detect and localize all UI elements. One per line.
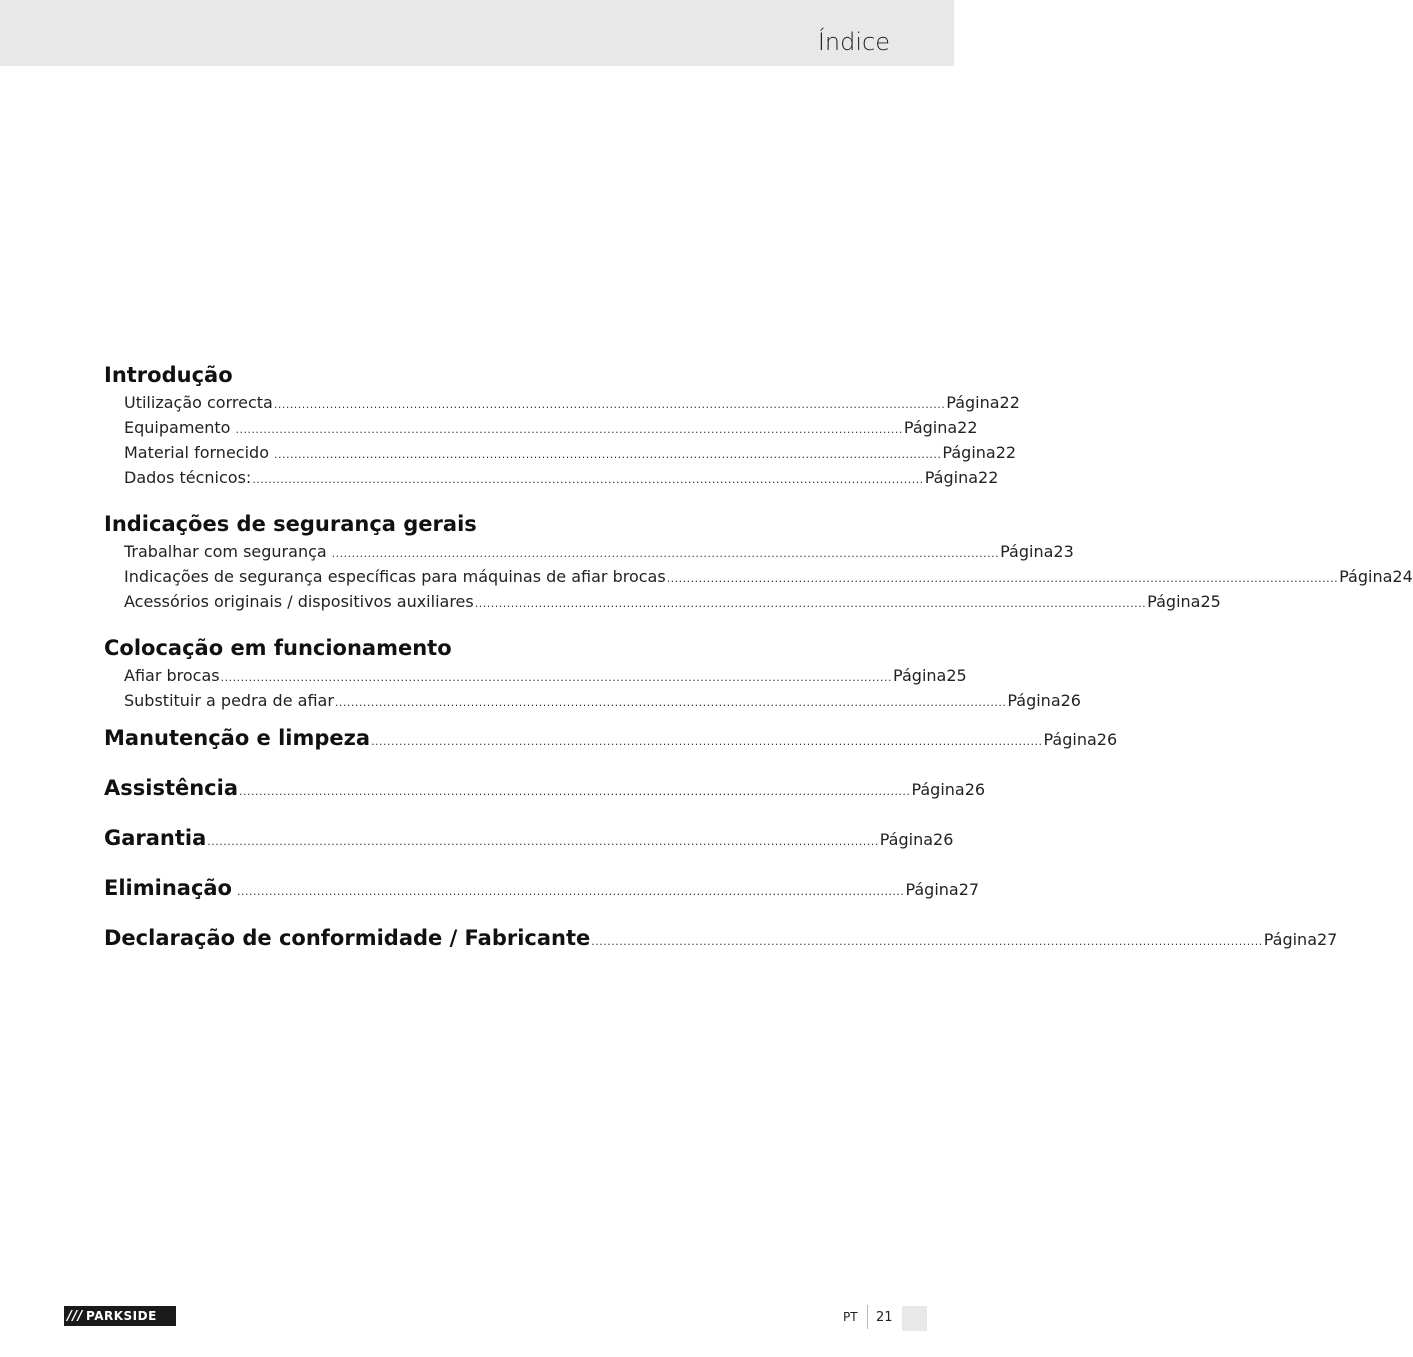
page-number: 27 bbox=[958, 880, 980, 899]
dot-leader: ........................................................................................................................................................................ bbox=[273, 398, 946, 411]
page-word: Página bbox=[946, 393, 1000, 412]
section-heading: Garantia bbox=[104, 826, 207, 850]
footer-divider bbox=[867, 1305, 868, 1329]
toc-heading-entry[interactable] bbox=[104, 763, 986, 813]
toc-entry-label: Trabalhar com segurança bbox=[124, 542, 327, 561]
section-heading: Indicações de segurança gerais bbox=[104, 512, 477, 536]
page-number-footer: 21 bbox=[876, 1310, 893, 1325]
page-number: 22 bbox=[978, 468, 999, 487]
toc-heading-entry[interactable] bbox=[104, 913, 1338, 963]
dot-leader: ........................................................................................................................................................................ bbox=[252, 473, 924, 486]
dot-leader: ........................................................................................................................................................................ bbox=[591, 935, 1263, 948]
toc-entry[interactable] bbox=[104, 688, 1081, 713]
dot-leader: ........................................................................................................................................................................ bbox=[207, 835, 879, 848]
toc-entry-label: Utilização correcta bbox=[124, 393, 273, 412]
page-word: Página bbox=[911, 780, 965, 799]
page-number: 26 bbox=[1096, 730, 1118, 749]
logo-stripes-icon: /// bbox=[67, 1308, 83, 1324]
page-number: 24 bbox=[1392, 567, 1413, 586]
page-word: Página bbox=[924, 468, 979, 487]
section-heading: Introdução bbox=[104, 363, 233, 387]
toc-entry[interactable] bbox=[104, 539, 1074, 564]
page-number: 26 bbox=[933, 830, 954, 849]
section-heading: Colocação em funcionamento bbox=[104, 636, 452, 660]
toc-entry[interactable] bbox=[104, 415, 978, 440]
toc-entry-label: Material fornecido bbox=[124, 443, 269, 462]
page-number: 27 bbox=[1317, 930, 1338, 949]
toc-section-funcionamento bbox=[104, 633, 1081, 713]
toc-entry[interactable] bbox=[104, 390, 1020, 415]
page-word: Página bbox=[905, 880, 959, 899]
dot-leader: ....................................................................................................................................................................... bbox=[233, 885, 905, 898]
section-heading: Declaração de conformidade / Fabricante bbox=[104, 926, 591, 950]
toc-entry-label: Dados técnicos: bbox=[124, 468, 252, 487]
toc-heading-entry[interactable] bbox=[104, 813, 954, 863]
dot-leader: ....................................................................................................................................................................... bbox=[327, 547, 1000, 560]
dot-leader: ....................................................................................................................................................................... bbox=[231, 423, 903, 436]
page-word: Página bbox=[1043, 730, 1097, 749]
toc-entry-label: Afiar brocas bbox=[124, 666, 220, 685]
page-number: 25 bbox=[1200, 592, 1221, 611]
section-heading: Eliminação bbox=[104, 876, 232, 900]
toc-section-introducao bbox=[104, 360, 1020, 490]
header-band bbox=[0, 0, 954, 66]
page-number: 22 bbox=[957, 418, 978, 437]
logo-text: PARKSIDE bbox=[86, 1309, 157, 1323]
dot-leader: ........................................................................................................................................................................ bbox=[666, 572, 1339, 585]
page-word: Página bbox=[1263, 930, 1317, 949]
dot-leader: ....................................................................................................................................................................... bbox=[269, 448, 942, 461]
language-code: PT bbox=[843, 1310, 858, 1324]
page-word: Página bbox=[893, 666, 947, 685]
table-of-contents bbox=[104, 360, 1413, 963]
section-heading: Assistência bbox=[104, 776, 238, 800]
toc-heading-entry[interactable] bbox=[104, 863, 980, 913]
page-word: Página bbox=[1147, 592, 1201, 611]
toc-entry[interactable] bbox=[104, 564, 1413, 589]
toc-entry-label: Indicações de segurança específicas para máquinas de afiar brocas bbox=[124, 567, 666, 586]
toc-entry-label: Acessórios originais / dispositivos auxiliares bbox=[124, 592, 474, 611]
toc-section-seguranca bbox=[104, 509, 1413, 614]
dot-leader: ........................................................................................................................................................................ bbox=[220, 671, 893, 684]
page-number: 22 bbox=[999, 393, 1020, 412]
page-number: 25 bbox=[946, 666, 967, 685]
toc-entry[interactable] bbox=[104, 663, 967, 688]
page-title: Índice bbox=[817, 28, 890, 56]
parkside-logo bbox=[64, 1306, 176, 1326]
dot-leader: ........................................................................................................................................................................ bbox=[371, 735, 1043, 748]
toc-entry[interactable] bbox=[104, 589, 1221, 614]
page-number: 26 bbox=[964, 780, 986, 799]
page-word: Página bbox=[903, 418, 958, 437]
page-word: Página bbox=[1007, 691, 1061, 710]
toc-entry-label: Equipamento bbox=[124, 418, 231, 437]
footer-box bbox=[902, 1306, 927, 1331]
toc-entry-label: Substituir a pedra de afiar bbox=[124, 691, 334, 710]
page-number: 26 bbox=[1060, 691, 1081, 710]
dot-leader: ........................................................................................................................................................................ bbox=[334, 696, 1007, 709]
toc-entry[interactable] bbox=[104, 465, 999, 490]
dot-leader: ........................................................................................................................................................................ bbox=[474, 597, 1147, 610]
page-word: Página bbox=[879, 830, 934, 849]
page-word: Página bbox=[1000, 542, 1054, 561]
page-word: Página bbox=[942, 443, 996, 462]
page-word: Página bbox=[1339, 567, 1393, 586]
page-number: 23 bbox=[1053, 542, 1074, 561]
toc-entry[interactable] bbox=[104, 440, 1017, 465]
dot-leader: ........................................................................................................................................................................ bbox=[239, 785, 911, 798]
section-heading: Manutenção e limpeza bbox=[104, 726, 371, 750]
toc-heading-entry[interactable] bbox=[104, 713, 1118, 763]
page-number: 22 bbox=[995, 443, 1017, 462]
